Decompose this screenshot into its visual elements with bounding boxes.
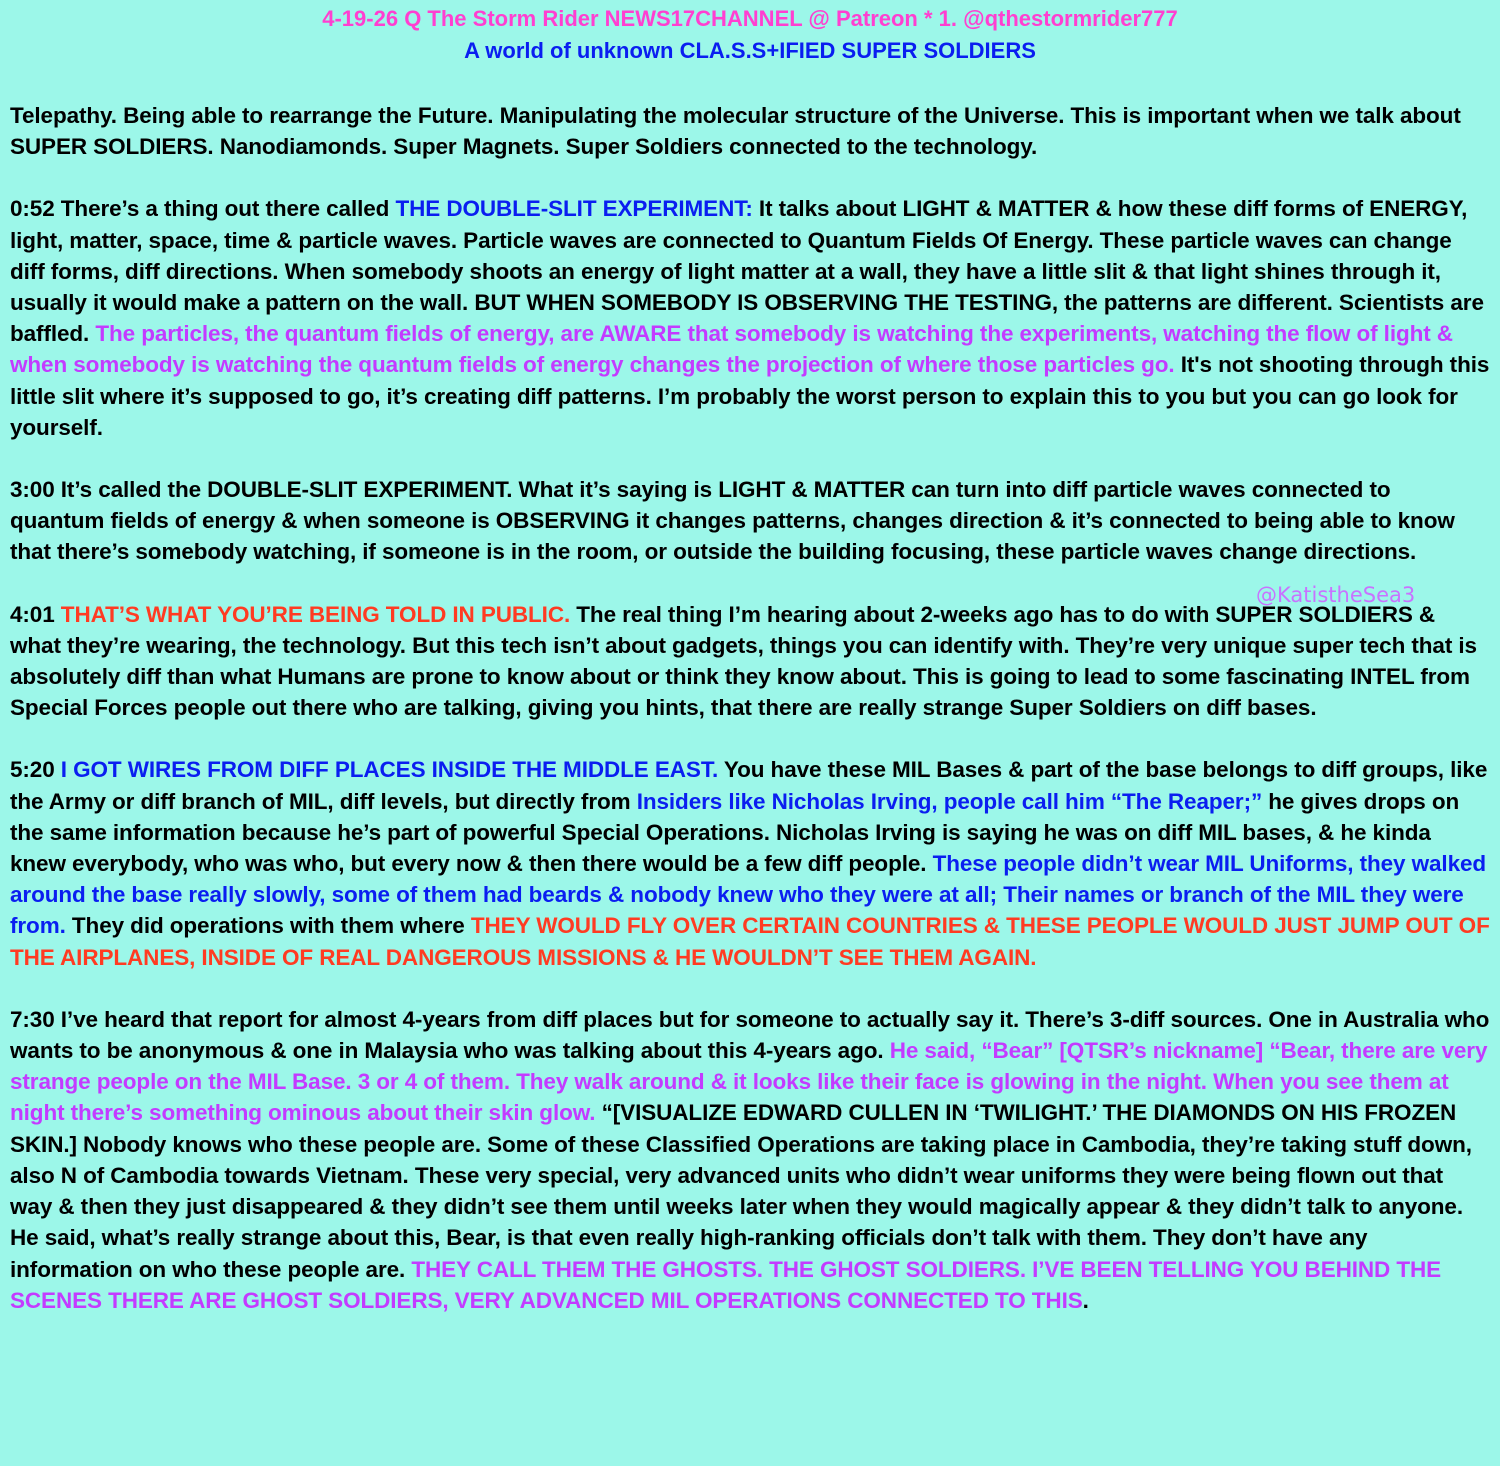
text-span: It talks about LIGHT & MATTER & how these diff forms of ENERGY, light, matter, space, time & particle waves. Particle waves are connected to Quantum Fields Of Energy. These particle waves can change diff forms, diff directions. When somebody shoots an energy of light matter at a wall, they have a little slit & that light shines through it, usually it would make a pattern on the wall. BUT WHEN SOMEBODY IS OBSERVING THE TESTING, the patterns are different. Scientists are baffled. <box>10 196 1484 347</box>
paragraph-intro <box>10 100 1490 162</box>
highlight-red: THAT’S WHAT YOU’RE BEING TOLD IN PUBLIC. <box>60 601 571 627</box>
text-span: . <box>1082 1287 1089 1313</box>
highlight-magenta: THEY CALL THEM THE GHOSTS. THE GHOST SOLDIERS. I’VE BEEN TELLING YOU BEHIND THE SCENES THERE ARE GHOST SOLDIERS, VERY ADVANCED MIL OPERATIONS CONNECTED TO THIS <box>10 1256 1442 1313</box>
watermark-handle: @KatistheSea3 <box>1256 583 1416 607</box>
text-span: It's not shooting through this little slit where it’s supposed to go, it’s creating diff patterns. I’m probably the worst person to explain this to you but you can go look for yourself. <box>10 352 1490 440</box>
text-span: 5:20 <box>10 757 61 783</box>
text-span: “[VISUALIZE EDWARD CULLEN IN ‘TWILIGHT.’ THE DIAMONDS ON HIS FROZEN SKIN.] Nobody knows who these people are. Some of these Classified Operations are taking place in Cambodia, they’re taking stuff down, also N of Cambodia towards Vietnam. These very special, very advanced units who didn’t wear uniforms they were being flown out that way & then they just disappeared & they didn’t see them until weeks later when they would magically appear & they didn’t talk to anyone. He said, what’s really strange about this, Bear, is that even really high-ranking officials don’t talk with them. They don’t have any information on who these people are. <box>10 1100 1472 1282</box>
highlight-blue: These people didn’t wear MIL Uniforms, they walked around the base really slowly, some of them had beards & nobody knew who they were at all; Their names or branch of the MIL they were from. <box>10 851 1487 939</box>
text-span: 3:00 It’s called the DOUBLE-SLIT EXPERIMENT. What it’s saying is LIGHT & MATTER can turn into diff particle waves connected to quantum fields of energy & when someone is OBSERVING it changes patterns, changes direction & it’s connected to being able to know that there’s somebody watching, if someone is in the room, or outside the building focusing, these particle waves change directions. <box>10 477 1455 565</box>
highlight-magenta: The particles, the quantum fields of energy, are AWARE that somebody is watching the experiments, watching the flow of light & when somebody is watching the quantum fields of energy changes the projection of where those particles go. <box>10 321 1453 378</box>
text-span: 7:30 I’ve heard that report for almost 4-years from diff places but for someone to actually say it. There’s 3-diff sources. One in Australia who wants to be anonymous & one in Malaysia who was talking about this 4-years ago. <box>10 1006 1490 1064</box>
intro-text: Telepathy. Being able to rearrange the Future. Manipulating the molecular structure of the Universe. This is important when we talk about SUPER SOLDIERS. Nanodiamonds. Super Magnets. Super Soldiers connected to the technology. <box>10 103 1461 160</box>
text-span: 4:01 <box>10 601 61 627</box>
highlight-magenta: He said, “Bear” [QTSR’s nickname] “Bear, there are very strange people on the MIL Base. 3 or 4 of them. They walk around & it looks like their face is glowing in the night. When you see them at night there’s something ominous about their skin glow. <box>10 1038 1488 1126</box>
text-span: They did operations with them where <box>65 913 471 939</box>
highlight-blue: Insiders like Nicholas Irving, people call him “The Reaper;” <box>636 788 1263 814</box>
paragraph-0-52 <box>10 193 1490 443</box>
text-span: he gives drops on the same information because he’s part of powerful Special Operations. Nicholas Irving is saying he was on diff MIL bases, & he kinda knew everybody, who was who, but every now & then there would be a few diff people. <box>10 788 1460 877</box>
header-subtitle-line: A world of unknown CLA.S.S+IFIED SUPER SOLDIERS <box>464 38 1036 63</box>
paragraph-7-30 <box>10 1004 1490 1316</box>
highlight-blue: THE DOUBLE-SLIT EXPERIMENT: <box>395 196 753 222</box>
paragraph-4-01 <box>10 599 1490 724</box>
paragraph-5-20 <box>10 754 1490 972</box>
paragraph-3-00 <box>10 474 1490 568</box>
highlight-red: THEY WOULD FLY OVER CERTAIN COUNTRIES & THESE PEOPLE WOULD JUST JUMP OUT OF THE AIRPLANES, INSIDE OF REAL DANGEROUS MISSIONS & HE WOULDN’T SEE THEM AGAIN. <box>10 913 1490 970</box>
highlight-blue: I GOT WIRES FROM DIFF PLACES INSIDE THE MIDDLE EAST. <box>60 757 719 783</box>
text-span: The real thing I’m hearing about 2-weeks ago has to do with SUPER SOLDIERS & what they’re wearing, the technology. But this tech isn’t about gadgets, things you can identify with. They’re very unique super tech that is absolutely diff than what Humans are prone to know about or think they know about. This is going to lead to some fascinating INTEL from Special Forces people out there who are talking, giving you hints, that there are really strange Super Soldiers on diff bases. <box>10 601 1477 721</box>
header <box>10 3 1490 67</box>
header-title-line: 4-19-26 Q The Storm Rider NEWS17CHANNEL @ Patreon * 1. @qthestormrider777 <box>322 6 1178 31</box>
text-span: You have these MIL Bases & part of the base belongs to diff groups, like the Army or diff branch of MIL, diff levels, but directly from <box>10 757 1488 814</box>
text-span: 0:52 There’s a thing out there called <box>10 196 396 222</box>
